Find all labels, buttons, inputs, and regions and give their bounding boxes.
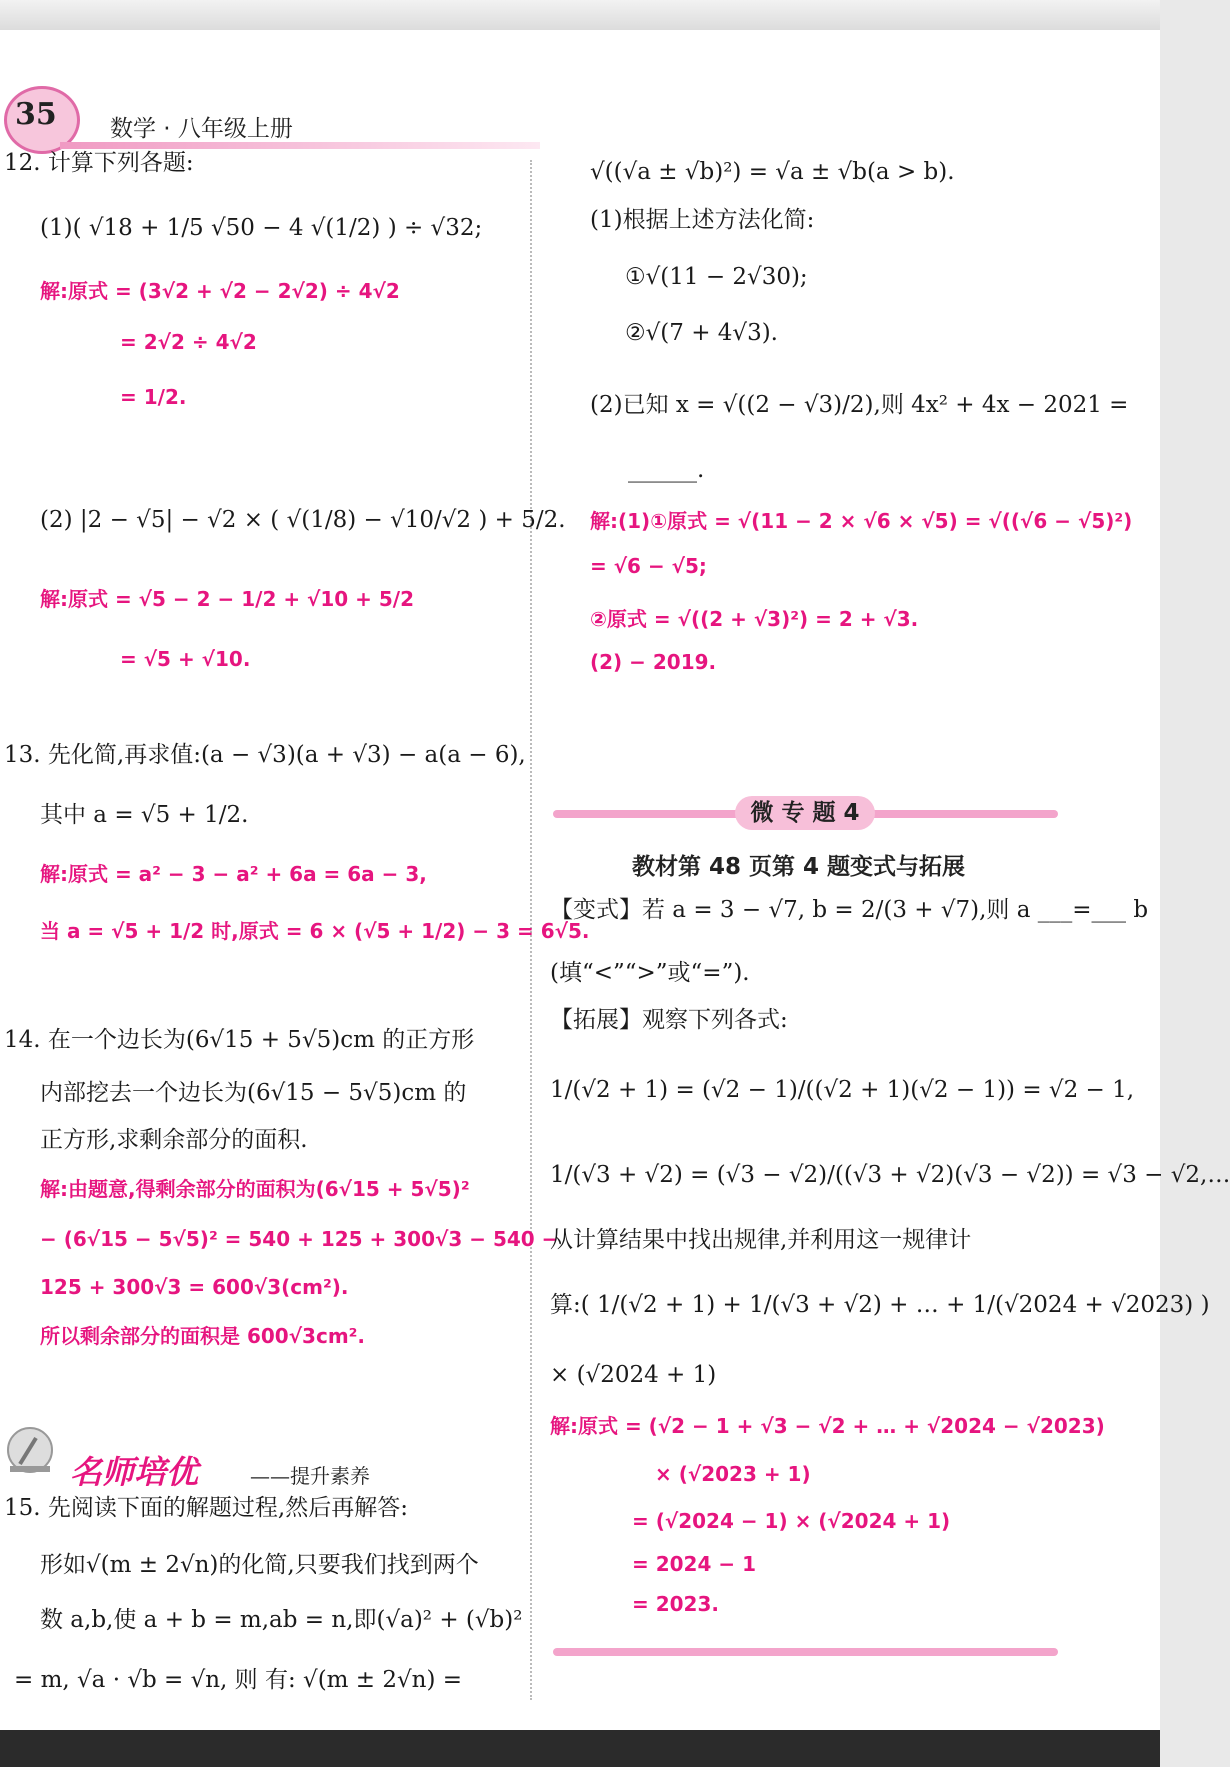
answer-line-q13a2: 当 a = √5 + 1/2 时,原式 = 6 × (√5 + 1/2) − 3 = 6√5.: [40, 919, 590, 943]
micro-topic-pill: 微 专 题 4: [735, 796, 875, 830]
page-number: 35: [15, 97, 57, 132]
question-line-r6: ______.: [628, 457, 705, 483]
question-line-q12: 12. 计算下列各题:: [4, 150, 194, 176]
answer-line-r19: 解:原式 = (√2 − 1 + √3 − √2 + … + √2024 − √2023): [550, 1414, 1105, 1438]
answer-line-q13a1: 解:原式 = a² − 3 − a² + 6a = 6a − 3,: [40, 862, 427, 886]
question-line-r1: √((√a ± √b)²) = √a ± √b(a > b).: [590, 159, 955, 185]
question-line-r12: (填“<”“>”或“=”).: [550, 960, 750, 986]
question-line-r16: 从计算结果中找出规律,并利用这一规律计: [550, 1227, 972, 1253]
answer-line-r7: 解:(1)①原式 = √(11 − 2 × √6 × √5) = √((√6 − √5)²): [590, 509, 1133, 533]
top-shade: [0, 0, 1160, 30]
mingshi-subtitle: ——提升素养: [250, 1464, 370, 1488]
question-line-q15: 15. 先阅读下面的解题过程,然后再解答:: [4, 1495, 408, 1521]
question-line-r11: 【变式】若 a = 3 − √7, b = 2/(3 + √7),则 a ___=___ b: [550, 897, 1149, 923]
question-line-q13b: 其中 a = √5 + 1/2.: [40, 802, 249, 828]
answer-line-r9: ②原式 = √((2 + √3)²) = 2 + √3.: [590, 607, 919, 631]
question-line-q13: 13. 先化简,再求值:(a − √3)(a + √3) − a(a − 6),: [4, 742, 526, 768]
header-line: [60, 142, 540, 149]
answer-line-r22: = 2024 − 1: [632, 1552, 756, 1576]
question-line-q14: 14. 在一个边长为(6√15 + 5√5)cm 的正方形: [4, 1027, 475, 1053]
question-line-r15: 1/(√3 + √2) = (√3 − √2)/((√3 + √2)(√3 − √2)) = √3 − √2,…: [550, 1162, 1230, 1188]
answer-line-q14a2: − (6√15 − 5√5)² = 540 + 125 + 300√3 − 540 −: [40, 1227, 559, 1251]
question-line-r2: (1)根据上述方法化简:: [590, 207, 815, 233]
question-line-q15c: 数 a,b,使 a + b = m,ab = n,即(√a)² + (√b)²: [40, 1607, 523, 1633]
question-line-r3: ①√(11 − 2√30);: [625, 264, 808, 290]
answer-line-q12_2a1: 解:原式 = √5 − 2 − 1/2 + √10 + 5/2: [40, 587, 415, 611]
question-line-r17: 算:( 1/(√2 + 1) + 1/(√3 + √2) + … + 1/(√2024 + √2023) ): [550, 1292, 1210, 1318]
question-line-r4: ②√(7 + 4√3).: [625, 320, 778, 346]
page-title: 数学 · 八年级上册: [110, 116, 293, 142]
answer-line-r20: × (√2023 + 1): [655, 1462, 811, 1486]
micro-topic-heading: 教材第 48 页第 4 题变式与拓展: [632, 854, 966, 880]
question-line-r14: 1/(√2 + 1) = (√2 − 1)/((√2 + 1)(√2 − 1)) = √2 − 1,: [550, 1077, 1135, 1103]
answer-line-r21: = (√2024 − 1) × (√2024 + 1): [632, 1509, 951, 1533]
answer-line-r23: = 2023.: [632, 1592, 719, 1616]
answer-line-q12_1a2: = 2√2 ÷ 4√2: [120, 330, 257, 354]
question-line-q14c: 正方形,求剩余部分的面积.: [40, 1127, 308, 1153]
answer-line-q12_2a2: = √5 + √10.: [120, 647, 251, 671]
question-line-q15b: 形如√(m ± 2√n)的化简,只要我们找到两个: [40, 1552, 479, 1578]
answer-line-r10: (2) − 2019.: [590, 650, 717, 674]
question-line-q12_2: (2) |2 − √5| − √2 × ( √(1/8) − √10/√2 ) + 5/2.: [40, 507, 566, 533]
bottom-bar: [0, 1730, 1160, 1767]
question-line-r5: (2)已知 x = √((2 − √3)/2),则 4x² + 4x − 2021 =: [590, 392, 1129, 418]
answer-line-q14a3: 125 + 300√3 = 600√3(cm²).: [40, 1275, 349, 1299]
answer-line-q12_1a1: 解:原式 = (3√2 + √2 − 2√2) ÷ 4√2: [40, 279, 400, 303]
micro-topic-bar-bottom: [553, 1648, 1058, 1656]
question-line-q14b: 内部挖去一个边长为(6√15 − 5√5)cm 的: [40, 1080, 467, 1106]
answer-line-q12_1a3: = 1/2.: [120, 385, 187, 409]
question-line-q15d: = m, √a · √b = √n, 则 有: √(m ± 2√n) =: [14, 1667, 463, 1693]
lamp-icon: [0, 1420, 60, 1480]
answer-line-q14a4: 所以剩余部分的面积是 600√3cm².: [40, 1324, 366, 1348]
question-line-r13: 【拓展】观察下列各式:: [550, 1007, 788, 1033]
question-line-r18: × (√2024 + 1): [550, 1362, 717, 1388]
answer-line-q14a1: 解:由题意,得剩余部分的面积为(6√15 + 5√5)²: [40, 1177, 470, 1201]
question-line-q12_1: (1)( √18 + 1/5 √50 − 4 √(1/2) ) ÷ √32;: [40, 215, 483, 241]
answer-line-r8: = √6 − √5;: [590, 554, 707, 578]
mingshi-title: 名师培优: [70, 1453, 199, 1491]
